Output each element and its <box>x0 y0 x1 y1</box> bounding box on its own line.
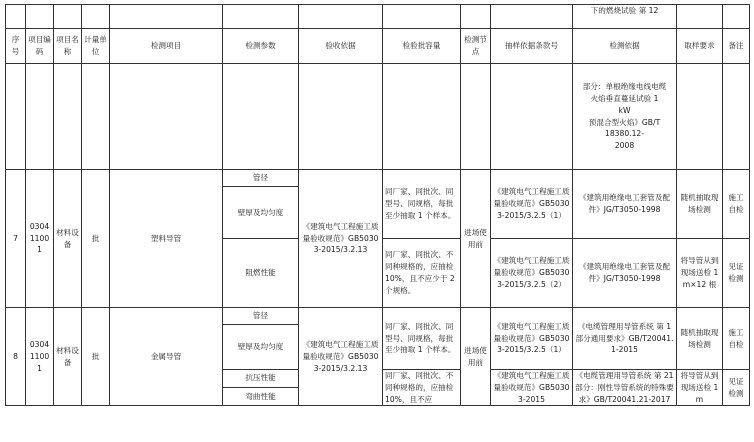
unit-cell: 批 <box>82 170 110 308</box>
param-cell: 弯曲性能 <box>223 387 299 406</box>
code-cell: 03041100 1 <box>26 308 54 406</box>
unit-cell: 批 <box>82 308 110 406</box>
sample-basis-cell: 《建筑电气工程施工质量验收规范》GB50303-2015/3.2.5（1） <box>491 170 573 239</box>
sample-req-cell: 随机抽取现场检测 <box>677 170 723 239</box>
test-basis-cell: 《电缆管理用导管系统 第 1 部分通用要求》GB/T20041.1-2015 <box>573 308 677 370</box>
header-row <box>6 29 750 64</box>
node-cell: 进场使用前 <box>461 170 491 308</box>
code-cell: 03041100 1 <box>26 170 54 308</box>
continuation-row <box>6 64 750 170</box>
name-cell: 材料设备 <box>54 308 82 406</box>
test-basis-cell: 《建筑用绝缘电工套管及配件》JG/T3050-1998 <box>573 170 677 239</box>
node-cell: 进场使用前 <box>461 308 491 406</box>
param-cell: 壁厚及均匀度 <box>223 187 299 239</box>
header-param: 检测参数 <box>223 29 299 64</box>
item-cell: 金属导管 <box>110 308 223 406</box>
sample-basis-cell: 《建筑电气工程施工质量验收规范》GB50303-2015/3.2.5（2） <box>491 239 573 308</box>
test-basis-cell: 《建筑用绝缘电工套管及配件》JG/T3050-1998 <box>573 239 677 308</box>
name-cell: 材料设备 <box>54 170 82 308</box>
batch-cell: 同厂家、同批次、不同种规格的，应抽检 10%，且不应少于 2 个规格。 <box>383 239 461 308</box>
header-sample-req: 取样要求 <box>677 29 723 64</box>
sample-req-cell: 随机抽取现场检测 <box>677 308 723 370</box>
test-basis-top-text: 下的燃烧试验 第 12 <box>573 5 677 29</box>
top-strip-row <box>6 5 750 29</box>
remark-cell: 施工自检 <box>723 308 750 370</box>
header-test-basis: 检测依据 <box>573 29 677 64</box>
sample-basis-cell: 《建筑电气工程施工质量验收规范》GB50303-2015 <box>491 370 573 406</box>
header-seq: 序号 <box>6 29 26 64</box>
param-cell: 抗压性能 <box>223 370 299 388</box>
batch-cell: 同厂家、同批次、不同种规格的，应抽检 10%，且不应 <box>383 370 461 406</box>
table-row <box>6 308 750 325</box>
param-cell: 管径 <box>223 308 299 325</box>
header-unit: 计量单位 <box>82 29 110 64</box>
item-cell: 塑料导管 <box>110 170 223 308</box>
sample-req-cell: 将导管从到现场送检 1m×12 根 <box>677 239 723 308</box>
remark-cell: 见证检测 <box>723 239 750 308</box>
header-code: 项目编码 <box>26 29 54 64</box>
table-row <box>6 170 750 187</box>
header-name: 项目名称 <box>54 29 82 64</box>
seq-cell: 8 <box>6 308 26 406</box>
batch-cell: 同厂家、同批次、同型号、同规格，每批至少抽取 1 个样本。 <box>383 170 461 239</box>
header-sample-basis: 抽样依据条款号 <box>491 29 573 64</box>
header-batch: 检验批容量 <box>383 29 461 64</box>
param-cell: 壁厚及均匀度 <box>223 325 299 370</box>
remark-cell: 施工自检 <box>723 170 750 239</box>
accept-basis-cell: 《建筑电气工程施工质量验收规范》GB50303-2015/3.2.13 <box>299 170 383 308</box>
param-cell: 阻燃性能 <box>223 239 299 308</box>
inspection-table <box>5 4 750 406</box>
header-item: 检测项目 <box>110 29 223 64</box>
seq-cell: 7 <box>6 170 26 308</box>
test-basis-continuation: 部分：单根绝缘电线电缆 火焰垂直蔓延试验 1 kW 预混合型火焰》GB/T 18380.12- 2008 <box>573 64 677 170</box>
header-accept-basis: 验收依据 <box>299 29 383 64</box>
sample-req-cell: 将导管从到现场送检 1m <box>677 370 723 406</box>
sample-basis-cell: 《建筑电气工程施工质量验收规范》GB50303-2015/3.2.5（1） <box>491 308 573 370</box>
accept-basis-cell: 《建筑电气工程施工质量验收规范》GB50303-2015/3.2.13 <box>299 308 383 406</box>
batch-cell: 同厂家、同批次、同型号、同规格，每批至少抽取 1 个样本。 <box>383 308 461 370</box>
remark-cell: 见证检测 <box>723 370 750 406</box>
param-cell: 管径 <box>223 170 299 187</box>
header-node: 检测节点 <box>461 29 491 64</box>
test-basis-cell: 《电缆管理用导管系统 第 21 部分：刚性导管系统的特殊要求》GB/T20041.21-2017 <box>573 370 677 406</box>
header-remark: 备注 <box>723 29 750 64</box>
